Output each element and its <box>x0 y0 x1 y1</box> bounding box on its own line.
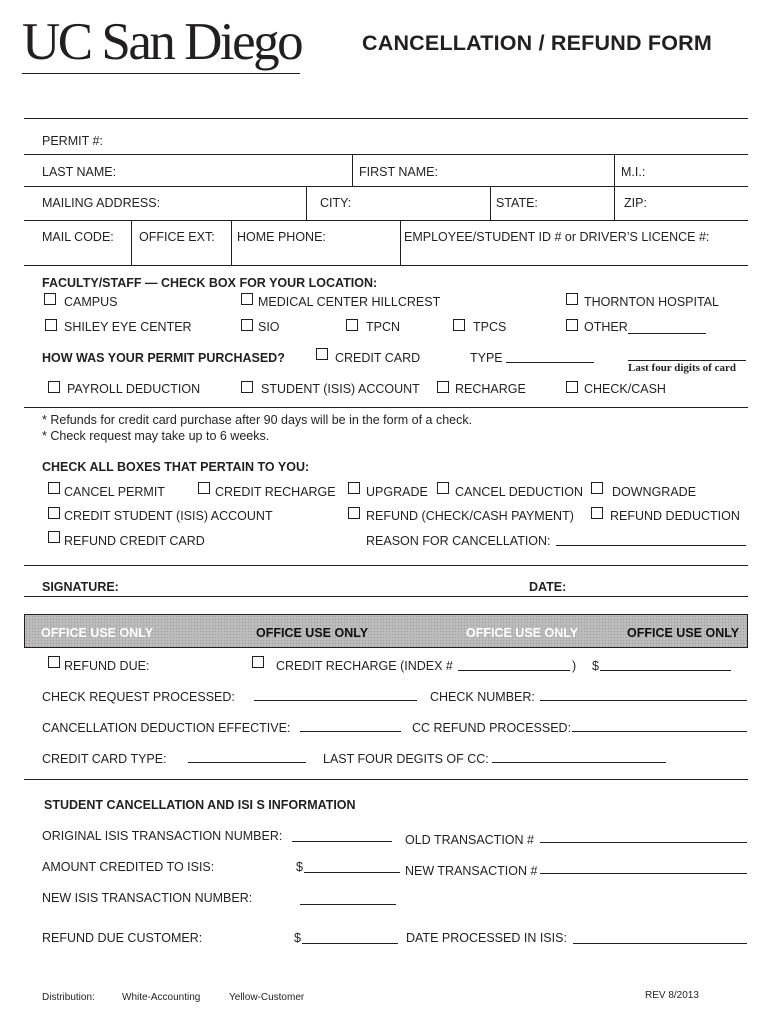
new-txn-label: NEW TRANSACTION # <box>405 864 538 878</box>
recharge-label: RECHARGE <box>455 382 526 396</box>
uc-san-diego-logo: UC San Diego <box>22 13 302 71</box>
credit-recharge-checkbox[interactable] <box>198 482 210 494</box>
office-use-bar <box>24 614 748 648</box>
credit-card-label: CREDIT CARD <box>335 351 421 365</box>
cc-refund-processed-label: CC REFUND PROCESSED: <box>412 721 572 735</box>
white-copy-label: White-Accounting <box>122 992 201 1003</box>
divider <box>614 154 615 186</box>
refund-due-checkbox[interactable] <box>48 656 60 668</box>
student-account-label: STUDENT (ISIS) ACCOUNT <box>261 382 420 396</box>
recharge-checkbox[interactable] <box>437 381 449 393</box>
divider <box>490 186 491 220</box>
check-number-label: CHECK NUMBER: <box>430 690 535 704</box>
cancel-permit-label: CANCEL PERMIT <box>64 485 165 499</box>
signature-line[interactable] <box>24 596 748 597</box>
tpcn-label: TPCN <box>366 320 401 334</box>
thornton-checkbox[interactable] <box>566 293 578 305</box>
last-name-label: LAST NAME: <box>42 165 117 179</box>
mi-label: M.I.: <box>621 165 646 179</box>
yellow-copy-label: Yellow-Customer <box>229 992 305 1003</box>
old-txn-field[interactable] <box>540 842 747 843</box>
purchase-heading: HOW WAS YOUR PERMIT PURCHASED? <box>42 351 285 365</box>
office-use-label: OFFICE USE ONLY <box>627 626 740 640</box>
amount-credited-field[interactable] <box>304 872 400 873</box>
upgrade-label: UPGRADE <box>366 485 428 499</box>
revision-label: REV 8/2013 <box>645 990 699 1001</box>
credit-card-type-field[interactable] <box>188 762 306 763</box>
medical-center-label: MEDICAL CENTER HILLCREST <box>258 295 441 309</box>
form-title: CANCELLATION / REFUND FORM <box>362 31 712 55</box>
date-processed-field[interactable] <box>573 943 747 944</box>
refund-check-label: REFUND (CHECK/CASH PAYMENT) <box>366 509 574 523</box>
refund-due-label: REFUND DUE: <box>64 659 150 673</box>
check-cash-label: CHECK/CASH <box>584 382 666 396</box>
other-checkbox[interactable] <box>566 319 578 331</box>
upgrade-checkbox[interactable] <box>348 482 360 494</box>
refund-due-customer-field[interactable] <box>302 943 398 944</box>
cancel-deduction-label: CANCEL DEDUCTION <box>455 485 584 499</box>
refund-credit-card-checkbox[interactable] <box>48 531 60 543</box>
new-isis-txn-field[interactable] <box>300 904 396 905</box>
check-request-label: CHECK REQUEST PROCESSED: <box>42 690 235 704</box>
index-field[interactable] <box>458 670 570 671</box>
divider <box>24 154 748 155</box>
reason-field[interactable] <box>556 545 746 546</box>
check-number-field[interactable] <box>540 700 747 701</box>
refund-due-customer-label: REFUND DUE CUSTOMER: <box>42 931 203 945</box>
original-txn-label: ORIGINAL ISIS TRANSACTION NUMBER: <box>42 829 283 843</box>
payroll-checkbox[interactable] <box>48 381 60 393</box>
type-label: TYPE <box>470 351 503 365</box>
last-four-label: Last four digits of card <box>628 362 736 374</box>
other-field[interactable] <box>628 333 706 334</box>
dollar-sign: $ <box>296 860 303 874</box>
divider <box>306 186 307 220</box>
check-cash-checkbox[interactable] <box>566 381 578 393</box>
old-txn-label: OLD TRANSACTION # <box>405 833 534 847</box>
new-txn-field[interactable] <box>540 873 747 874</box>
paren-close: ) <box>572 659 577 673</box>
location-heading: FACULTY/STAFF — CHECK BOX FOR YOUR LOCATION: <box>42 276 378 290</box>
cancel-deduction-checkbox[interactable] <box>437 482 449 494</box>
home-phone-label: HOME PHONE: <box>237 230 326 244</box>
note-refund: * Refunds for credit card purchase after 90 days will be in the form of a check. <box>42 413 473 427</box>
divider <box>24 565 748 566</box>
cancel-permit-checkbox[interactable] <box>48 482 60 494</box>
divider <box>231 220 232 265</box>
refund-check-checkbox[interactable] <box>348 507 360 519</box>
tpcn-checkbox[interactable] <box>346 319 358 331</box>
campus-label: CAMPUS <box>64 295 118 309</box>
divider <box>24 186 748 187</box>
divider <box>24 779 748 780</box>
cancel-deduction-effective-label: CANCELLATION DEDUCTION EFFECTIVE: <box>42 721 291 735</box>
downgrade-label: DOWNGRADE <box>612 485 697 499</box>
credit-student-label: CREDIT STUDENT (ISIS) ACCOUNT <box>64 509 273 523</box>
refund-deduction-checkbox[interactable] <box>591 507 603 519</box>
medical-center-checkbox[interactable] <box>241 293 253 305</box>
cancel-deduction-effective-field[interactable] <box>300 731 401 732</box>
refund-amount-field[interactable] <box>600 670 731 671</box>
original-txn-field[interactable] <box>292 841 392 842</box>
divider <box>131 220 132 265</box>
credit-recharge-index-label: CREDIT RECHARGE (INDEX # <box>276 659 453 673</box>
tpcs-checkbox[interactable] <box>453 319 465 331</box>
date-label: DATE: <box>529 580 567 594</box>
divider <box>24 265 748 266</box>
thornton-label: THORNTON HOSPITAL <box>584 295 719 309</box>
credit-recharge-label: CREDIT RECHARGE <box>215 485 336 499</box>
logo-underline <box>22 73 300 74</box>
refund-deduction-label: REFUND DEDUCTION <box>610 509 740 523</box>
mailing-address-label: MAILING ADDRESS: <box>42 196 161 210</box>
last-four-cc-field[interactable] <box>492 762 666 763</box>
dollar-sign: $ <box>592 659 599 673</box>
city-label: CITY: <box>320 196 352 210</box>
mail-code-label: MAIL CODE: <box>42 230 114 244</box>
dollar-sign: $ <box>294 931 301 945</box>
pertain-heading: CHECK ALL BOXES THAT PERTAIN TO YOU: <box>42 460 310 474</box>
other-label: OTHER <box>584 320 628 334</box>
downgrade-checkbox[interactable] <box>591 482 603 494</box>
divider <box>24 118 748 119</box>
credit-card-checkbox[interactable] <box>316 348 328 360</box>
new-isis-txn-label: NEW ISIS TRANSACTION NUMBER: <box>42 891 253 905</box>
credit-card-type-label: CREDIT CARD TYPE: <box>42 752 167 766</box>
divider <box>24 220 748 221</box>
credit-student-checkbox[interactable] <box>48 507 60 519</box>
cc-refund-processed-field[interactable] <box>572 731 747 732</box>
employee-id-label: EMPLOYEE/STUDENT ID # or DRIVER’S LICENCE #: <box>404 230 710 244</box>
amount-credited-label: AMOUNT CREDITED TO ISIS: <box>42 860 215 874</box>
tpcs-label: TPCS <box>473 320 507 334</box>
divider <box>352 154 353 186</box>
office-use-label: OFFICE USE ONLY <box>466 626 579 640</box>
permit-label: PERMIT #: <box>42 134 103 148</box>
first-name-label: FIRST NAME: <box>359 165 438 179</box>
divider <box>24 407 748 408</box>
distribution-label: Distribution: <box>42 992 95 1003</box>
divider <box>400 220 401 265</box>
isis-heading: STUDENT CANCELLATION AND ISI S INFORMATION <box>44 798 356 812</box>
signature-label: SIGNATURE: <box>42 580 119 594</box>
office-use-label: OFFICE USE ONLY <box>256 626 369 640</box>
date-processed-label: DATE PROCESSED IN ISIS: <box>406 931 567 945</box>
sio-label: SIO <box>258 320 280 334</box>
state-label: STATE: <box>496 196 538 210</box>
campus-checkbox[interactable] <box>44 293 56 305</box>
check-request-field[interactable] <box>254 700 417 701</box>
divider <box>614 186 615 220</box>
student-account-checkbox[interactable] <box>241 381 253 393</box>
last-four-field[interactable] <box>628 360 746 361</box>
shiley-label: SHILEY EYE CENTER <box>64 320 192 334</box>
reason-label: REASON FOR CANCELLATION: <box>366 534 551 548</box>
last-four-cc-label: LAST FOUR DEGITS OF CC: <box>323 752 489 766</box>
zip-label: ZIP: <box>624 196 647 210</box>
note-check-request: * Check request may take up to 6 weeks. <box>42 429 270 443</box>
type-field[interactable] <box>506 362 594 363</box>
refund-credit-card-label: REFUND CREDIT CARD <box>64 534 205 548</box>
office-ext-label: OFFICE EXT: <box>139 230 215 244</box>
credit-recharge-index-checkbox[interactable] <box>252 656 264 668</box>
sio-checkbox[interactable] <box>241 319 253 331</box>
office-use-label: OFFICE USE ONLY <box>41 626 154 640</box>
shiley-checkbox[interactable] <box>45 319 57 331</box>
payroll-label: PAYROLL DEDUCTION <box>67 382 201 396</box>
